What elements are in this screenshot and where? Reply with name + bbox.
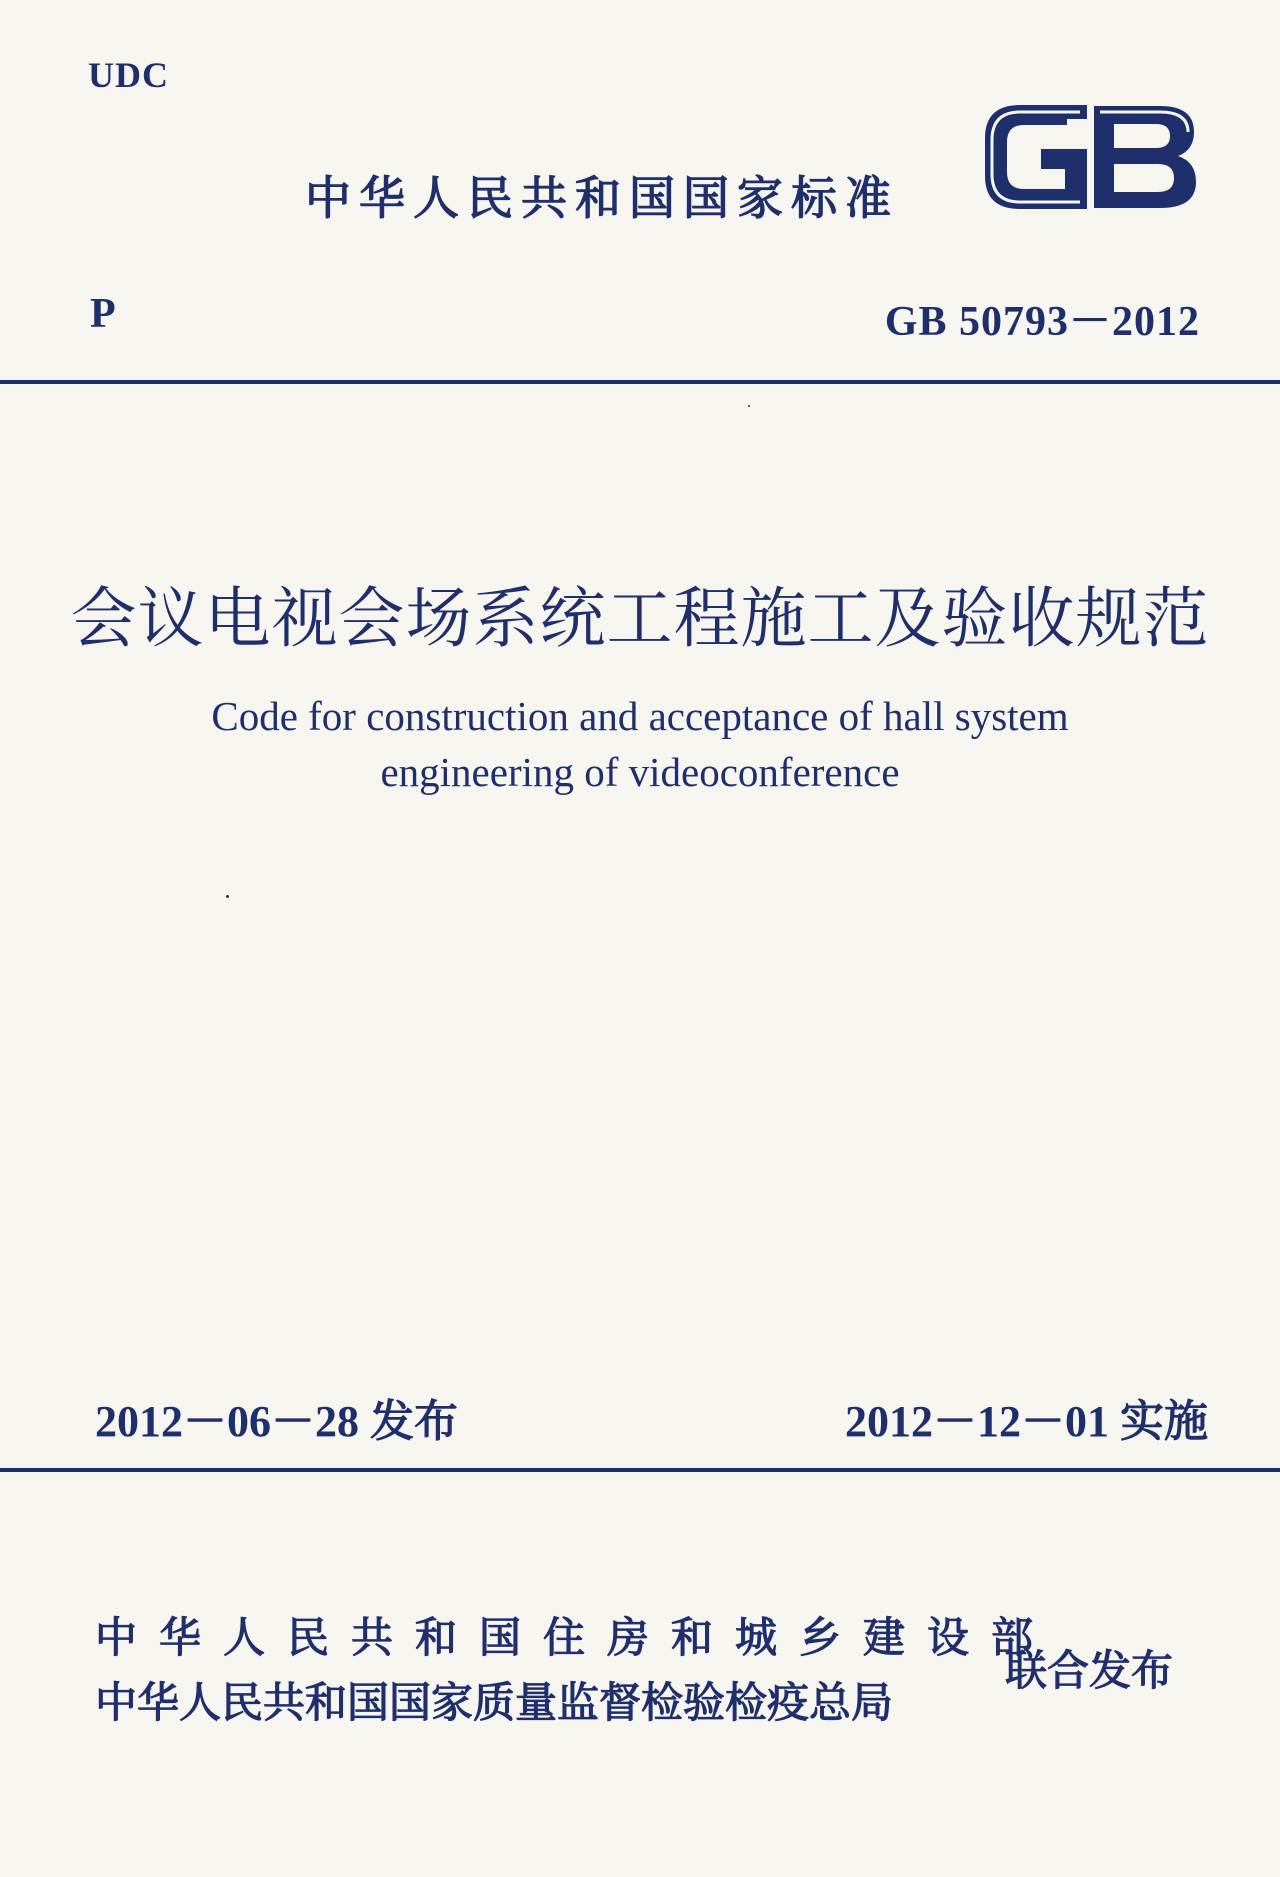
issuer-ministry: 中华人民共和国住房和城乡建设部 (95, 1613, 1056, 1662)
category-code: P (90, 291, 116, 337)
title-english-line2: engineering of videoconference (380, 749, 900, 795)
title-chinese: 会议电视会场系统工程施工及验收规范 (70, 583, 1210, 656)
joint-issue-label: 联合发布 (1005, 1646, 1174, 1695)
bottom-divider (0, 1468, 1280, 1472)
gb-logo (980, 98, 1202, 216)
udc-label: UDC (88, 55, 169, 95)
gb-logo-b-shape (1094, 106, 1196, 208)
standard-number: GB 50793－2012 (884, 299, 1200, 345)
gb-logo-g-shape (986, 106, 1086, 208)
issue-date: 2012－06－28 发布 (95, 1397, 458, 1446)
paper-speck (748, 405, 750, 407)
paper-speck (226, 895, 229, 898)
issuer-aqsiq: 中华人民共和国国家质量监督检验检疫总局 (95, 1678, 894, 1727)
org-title: 中华人民共和国国家标准 (305, 171, 899, 225)
top-divider (0, 380, 1280, 384)
title-english-line1: Code for construction and acceptance of hall system (211, 693, 1069, 739)
implementation-date: 2012－12－01 实施 (845, 1397, 1208, 1446)
